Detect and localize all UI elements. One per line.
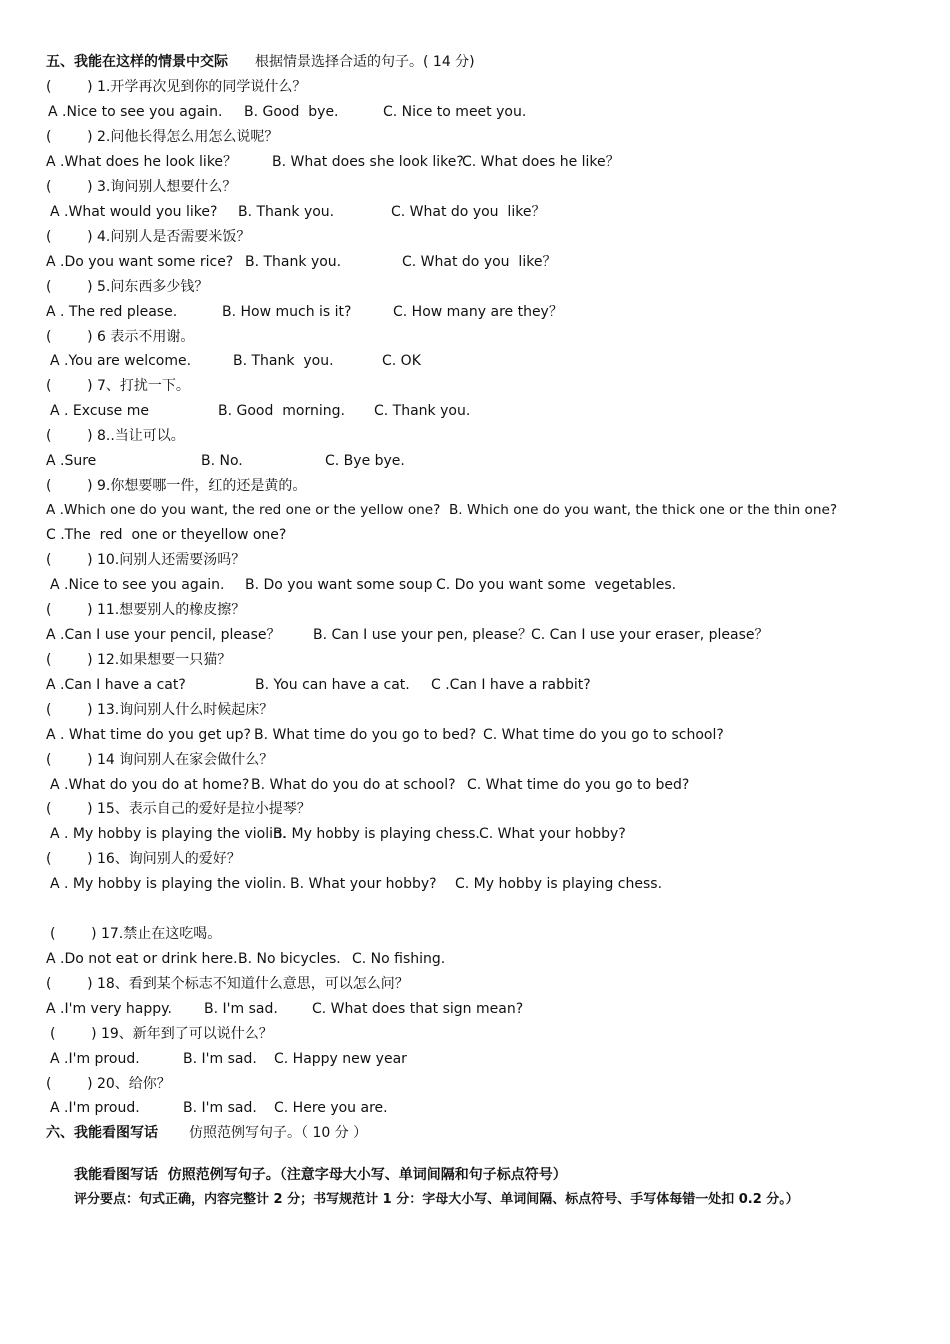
q19-option-c: C. Happy new year (274, 1051, 407, 1067)
section6-instruction: 仿照范例写句子。（ 10 分 ） (189, 1125, 368, 1141)
question-5: ( ) 5.问东西多少钱？ (46, 279, 209, 295)
question-4: ( ) 4.问别人是否需要米饭？ (46, 229, 251, 245)
q19-option-a: A .I'm proud. (50, 1051, 140, 1067)
q20-option-c: C. Here you are. (274, 1100, 388, 1116)
q17-option-b: B. No bicycles. (238, 951, 341, 967)
q9-options-ab: A .Which one do you want, the red one or the yellow one? B. Which one do you want, the thick one or the thin one? (46, 502, 838, 518)
question-19: ( ) 19、新年到了可以说什么？ (50, 1026, 273, 1042)
q18-option-b: B. I'm sad. (204, 1001, 278, 1017)
q2-option-a: A .What does he look like？ (46, 154, 238, 170)
question-12: ( ) 12.如果想要一只猫？ (46, 652, 232, 668)
q9-option-c: C .The red one or theyellow one? (46, 527, 287, 543)
q15-option-c: C. What your hobby? (479, 826, 626, 842)
q20-option-b: B. I'm sad. (183, 1100, 257, 1116)
q14-option-b: B. What do you do at school? (251, 777, 456, 793)
section5-title: 五、我能在这样的情景中交际 (46, 54, 228, 70)
q4-option-b: B. Thank you. (245, 254, 342, 270)
q3-option-a: A .What would you like? (50, 204, 218, 220)
q1-option-b: B. Good bye. (244, 104, 339, 120)
question-11: ( ) 11.想要别人的橡皮擦？ (46, 602, 246, 618)
question-9: ( ) 9.你想要哪一件，红的还是黄的。 (46, 478, 307, 494)
q2-option-b: B. What does she look like? (272, 154, 464, 170)
q13-option-a: A . What time do you get up? (46, 727, 251, 743)
q11-option-a: A .Can I use your pencil, please？ (46, 627, 281, 643)
section6-title: 六、我能看图写话 (46, 1125, 158, 1141)
q18-option-c: C. What does that sign mean? (312, 1001, 524, 1017)
q10-option-b: B. Do you want some soup (245, 577, 433, 593)
q10-option-c: C. Do you want some vegetables. (436, 577, 677, 593)
q20-option-a: A .I'm proud. (50, 1100, 140, 1116)
q5-option-a: A . The red please. (46, 304, 178, 320)
question-14: ( ) 14 询问别人在家会做什么？ (46, 752, 274, 768)
q11-option-b: B. Can I use your pen, please？ (313, 627, 533, 643)
q17-option-c: C. No fishing. (352, 951, 446, 967)
section6-bold-instruction: 我能看图写话 仿照范例写句子。（注意字母大小写、单词间隔和句子标点符号） (74, 1167, 567, 1183)
question-2: ( ) 2.问他长得怎么用怎么说呢？ (46, 129, 279, 145)
q13-option-c: C. What time do you go to school? (483, 727, 724, 743)
q16-option-b: B. What your hobby? (290, 876, 437, 892)
question-17: ( ) 17.禁止在这吃喝。 (50, 926, 222, 942)
q7-option-b: B. Good morning. (218, 403, 345, 419)
q10-option-a: A .Nice to see you again. (50, 577, 225, 593)
q6-option-a: A .You are welcome. (50, 353, 192, 369)
question-6: ( ) 6 表示不用谢。 (46, 329, 195, 345)
question-13: ( ) 13.询问别人什么时候起床？ (46, 702, 274, 718)
q15-option-b: B. My hobby is playing chess. (273, 826, 480, 842)
section5-instruction: 根据情景选择合适的句子。( 14 分) (255, 54, 475, 70)
q6-option-b: B. Thank you. (233, 353, 334, 369)
q17-option-a: A .Do not eat or drink here. (46, 951, 238, 967)
q15-option-a: A . My hobby is playing the violin. (50, 826, 287, 842)
q2-option-c: C. What does he like？ (462, 154, 620, 170)
q8-option-a: A .Sure (46, 453, 97, 469)
section6-scoring-notes: 评分要点：句式正确，内容完整计 2 分；书写规范计 1 分：字母大小写、单词间隔、标点符号、手写体每错一处扣 0.2 分。） (74, 1192, 799, 1207)
question-8: ( ) 8..当让可以。 (46, 428, 185, 444)
q18-option-a: A .I'm very happy. (46, 1001, 172, 1017)
q7-option-a: A . Excuse me (50, 403, 149, 419)
q16-option-c: C. My hobby is playing chess. (455, 876, 663, 892)
q8-option-b: B. No. (201, 453, 243, 469)
q5-option-b: B. How much is it? (222, 304, 352, 320)
q14-option-c: C. What time do you go to bed? (467, 777, 690, 793)
q12-option-b: B. You can have a cat. (255, 677, 410, 693)
q5-option-c: C. How many are they？ (393, 304, 563, 320)
q12-option-c: C .Can I have a rabbit? (431, 677, 591, 693)
question-10: ( ) 10.问别人还需要汤吗？ (46, 552, 246, 568)
q7-option-c: C. Thank you. (374, 403, 471, 419)
q1-option-a: A .Nice to see you again. (48, 104, 223, 120)
question-15: ( ) 15、表示自己的爱好是拉小提琴？ (46, 801, 311, 817)
q16-option-a: A . My hobby is playing the violin. (50, 876, 287, 892)
question-1: ( ) 1.开学再次见到你的同学说什么？ (46, 79, 307, 95)
q13-option-b: B. What time do you go to bed? (254, 727, 477, 743)
question-18: ( ) 18、看到某个标志不知道什么意思，可以怎么问？ (46, 976, 409, 992)
q11-option-c: C. Can I use your eraser, please？ (531, 627, 769, 643)
question-7: ( ) 7、打扰一下。 (46, 378, 190, 394)
q12-option-a: A .Can I have a cat? (46, 677, 186, 693)
q4-option-a: A .Do you want some rice? (46, 254, 234, 270)
q1-option-c: C. Nice to meet you. (383, 104, 527, 120)
question-20: ( ) 20、给你？ (46, 1076, 171, 1092)
q14-option-a: A .What do you do at home? (50, 777, 250, 793)
q6-option-c: C. OK (382, 353, 421, 369)
q3-option-b: B. Thank you. (238, 204, 335, 220)
question-16: ( ) 16、询问别人的爱好？ (46, 851, 241, 867)
q19-option-b: B. I'm sad. (183, 1051, 257, 1067)
q8-option-c: C. Bye bye. (325, 453, 405, 469)
q4-option-c: C. What do you like？ (402, 254, 557, 270)
question-3: ( ) 3.询问别人想要什么？ (46, 179, 237, 195)
q3-option-c: C. What do you like？ (391, 204, 546, 220)
